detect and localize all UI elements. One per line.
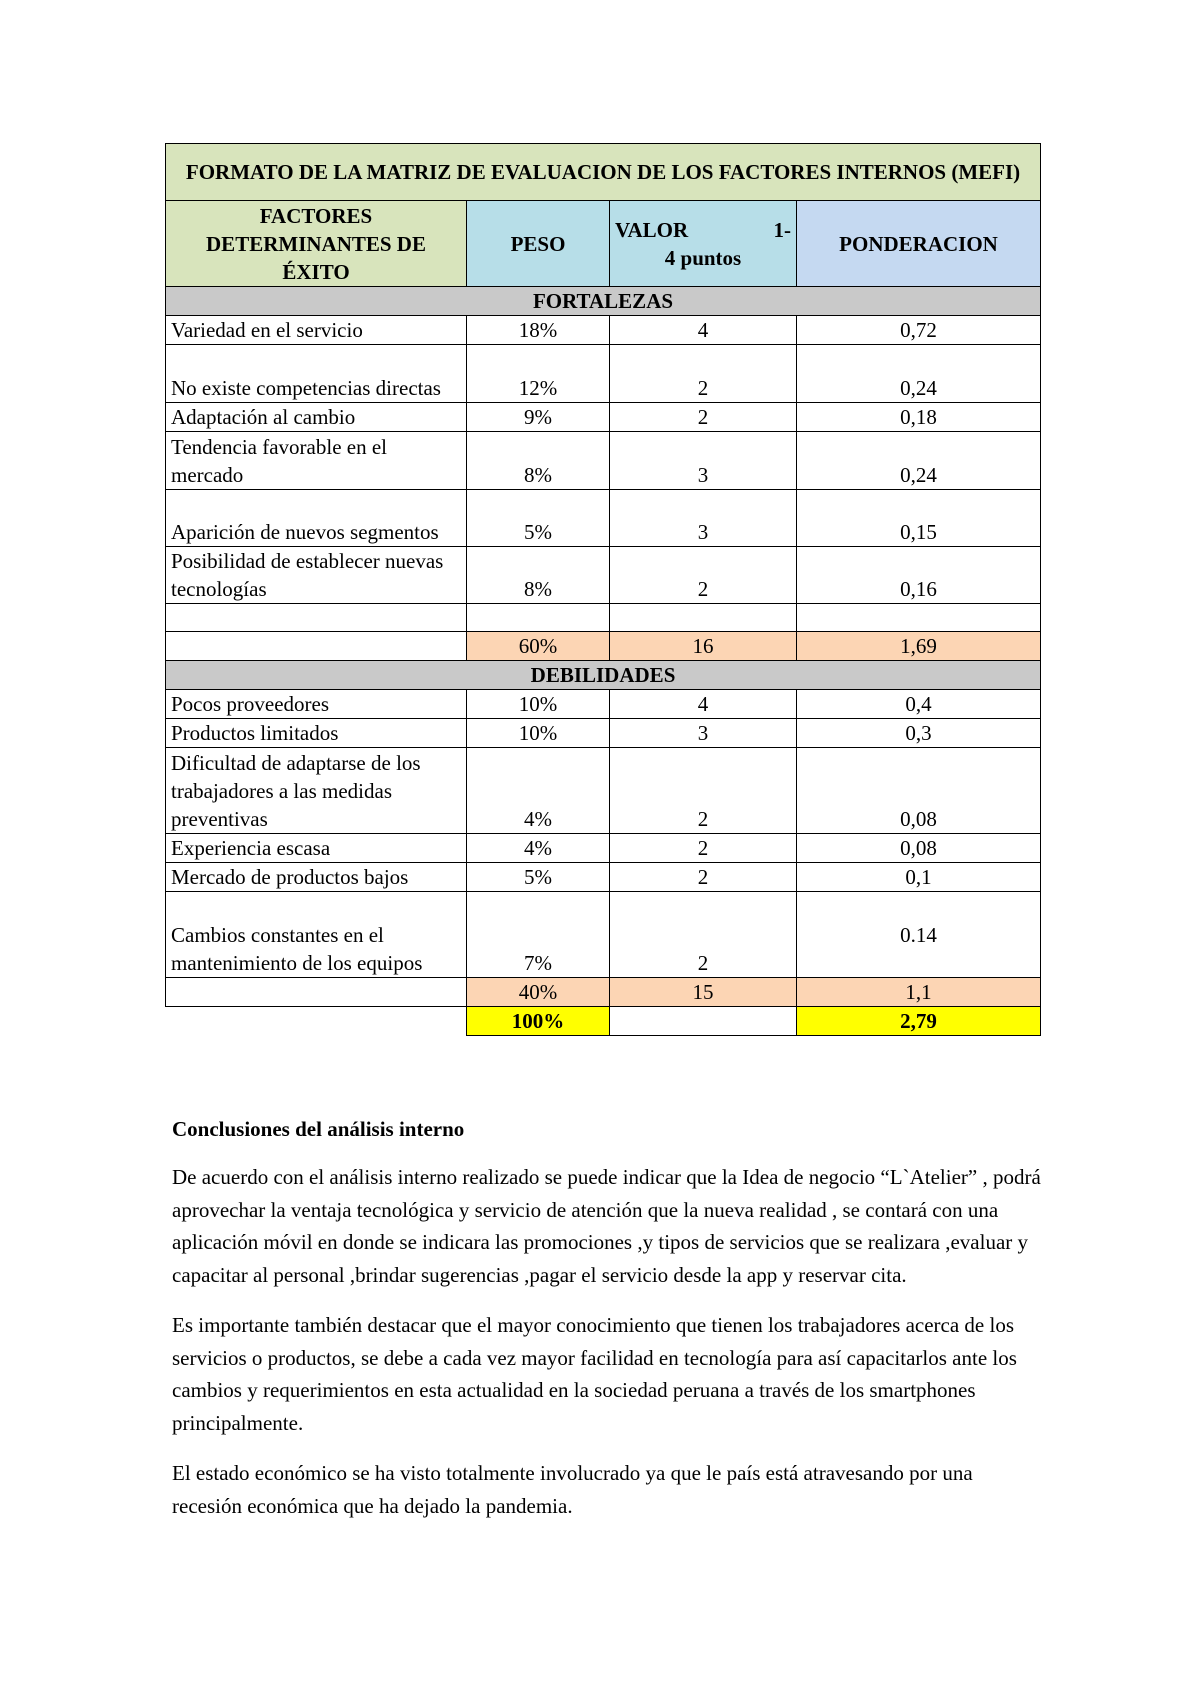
conclusions (172, 1115, 1042, 1540)
table-row (166, 432, 1041, 490)
table-title: FORMATO DE LA MATRIZ DE EVALUACION DE LOS FACTORES INTERNOS (MEFI) (166, 144, 1041, 201)
pond-cell: 0.14 (797, 892, 1041, 978)
paragraph: El estado económico se ha visto totalmente involucrado ya que le país está atravesando por una recesión económica que ha dejado la pandemia. (172, 1461, 973, 1518)
valor-cell: 3 (610, 719, 797, 748)
pond-cell: 0,24 (797, 432, 1041, 490)
subtotal-row-debilidades (166, 978, 1041, 1007)
pond-cell: 0,08 (797, 834, 1041, 863)
peso-cell: 18% (467, 316, 610, 345)
valor-cell: 2 (610, 834, 797, 863)
valor-cell: 2 (610, 748, 797, 834)
valor-cell: 2 (610, 863, 797, 892)
pond-cell: 0,18 (797, 403, 1041, 432)
pond-cell: 0,3 (797, 719, 1041, 748)
subtotal-peso: 40% (467, 978, 610, 1007)
header-ponderacion: PONDERACION (797, 201, 1041, 287)
table-row (166, 316, 1041, 345)
header-factores: FACTORES DETERMINANTES DE ÉXITO (166, 201, 467, 287)
table-row (166, 345, 1041, 403)
factor-cell: Dificultad de adaptarse de los trabajadores a las medidas preventivas (166, 748, 467, 834)
total-row (166, 1007, 1041, 1036)
header-peso: PESO (467, 201, 610, 287)
table-row (166, 748, 1041, 834)
valor-cell: 2 (610, 547, 797, 604)
table-row (166, 834, 1041, 863)
valor-cell: 2 (610, 345, 797, 403)
factor-cell: Mercado de productos bajos (166, 863, 467, 892)
table-row (166, 892, 1041, 978)
header-valor (610, 201, 797, 287)
pond-cell: 0,24 (797, 345, 1041, 403)
section-fortalezas: FORTALEZAS (166, 287, 1041, 316)
paragraph: De acuerdo con el análisis interno realizado se puede indicar que la Idea de negocio “L`Atelier” , podrá aprovechar la ventaja tecnológica y servicio de atención que la nueva realidad , se contará con una aplicación móvil en donde se indicara las promociones ,y tipos de servicios que se realizara ,evaluar y capacitar al personal ,brindar sugerencias ,pagar el servicio desde la app y reservar cita. (172, 1165, 1041, 1287)
subtotal-row-fortalezas (166, 632, 1041, 661)
total-pond: 2,79 (797, 1007, 1041, 1036)
table-row (166, 490, 1041, 547)
empty-row (166, 604, 1041, 632)
factor-cell: Adaptación al cambio (166, 403, 467, 432)
factor-cell: Pocos proveedores (166, 690, 467, 719)
factor-cell: Variedad en el servicio (166, 316, 467, 345)
factor-cell: Experiencia escasa (166, 834, 467, 863)
peso-cell: 5% (467, 863, 610, 892)
valor-cell: 4 (610, 690, 797, 719)
factor-cell: Aparición de nuevos segmentos (166, 490, 467, 547)
peso-cell: 12% (467, 345, 610, 403)
valor-cell: 2 (610, 403, 797, 432)
header-valor-range: 1- (773, 217, 791, 242)
valor-cell: 2 (610, 892, 797, 978)
valor-cell: 3 (610, 490, 797, 547)
pond-cell: 0,4 (797, 690, 1041, 719)
pond-cell: 0,72 (797, 316, 1041, 345)
peso-cell: 5% (467, 490, 610, 547)
conclusions-heading: Conclusiones del análisis interno (172, 1117, 465, 1141)
subtotal-peso: 60% (467, 632, 610, 661)
pond-cell: 0,1 (797, 863, 1041, 892)
peso-cell: 4% (467, 748, 610, 834)
valor-cell: 3 (610, 432, 797, 490)
factor-cell: Tendencia favorable en el mercado (166, 432, 467, 490)
peso-cell: 10% (467, 690, 610, 719)
paragraph: Es importante también destacar que el mayor conocimiento que tienen los trabajadores acerca de los servicios o productos, se debe a cada vez mayor facilidad en tecnología para así capacitarlos ante los cambios y requerimientos en esta actualidad en la sociedad peruana a través de los smartphones principalmente. (172, 1313, 1017, 1435)
factor-cell: Cambios constantes en el mantenimiento de los equipos (166, 892, 467, 978)
subtotal-pond: 1,69 (797, 632, 1041, 661)
peso-cell: 9% (467, 403, 610, 432)
factor-cell: No existe competencias directas (166, 345, 467, 403)
pond-cell: 0,08 (797, 748, 1041, 834)
peso-cell: 10% (467, 719, 610, 748)
subtotal-pond: 1,1 (797, 978, 1041, 1007)
table-row (166, 690, 1041, 719)
peso-cell: 8% (467, 547, 610, 604)
total-peso: 100% (467, 1007, 610, 1036)
table-row (166, 719, 1041, 748)
section-debilidades: DEBILIDADES (166, 661, 1041, 690)
subtotal-valor: 16 (610, 632, 797, 661)
factor-cell: Productos limitados (166, 719, 467, 748)
factor-cell: Posibilidad de establecer nuevas tecnologías (166, 547, 467, 604)
header-valor-label: VALOR (615, 217, 689, 242)
table-row (166, 863, 1041, 892)
peso-cell: 8% (467, 432, 610, 490)
header-valor-unit: 4 puntos (664, 245, 742, 270)
peso-cell: 4% (467, 834, 610, 863)
subtotal-valor: 15 (610, 978, 797, 1007)
table-row (166, 403, 1041, 432)
pond-cell: 0,16 (797, 547, 1041, 604)
valor-cell: 4 (610, 316, 797, 345)
peso-cell: 7% (467, 892, 610, 978)
mefi-table (165, 143, 1041, 1036)
table-row (166, 547, 1041, 604)
pond-cell: 0,15 (797, 490, 1041, 547)
